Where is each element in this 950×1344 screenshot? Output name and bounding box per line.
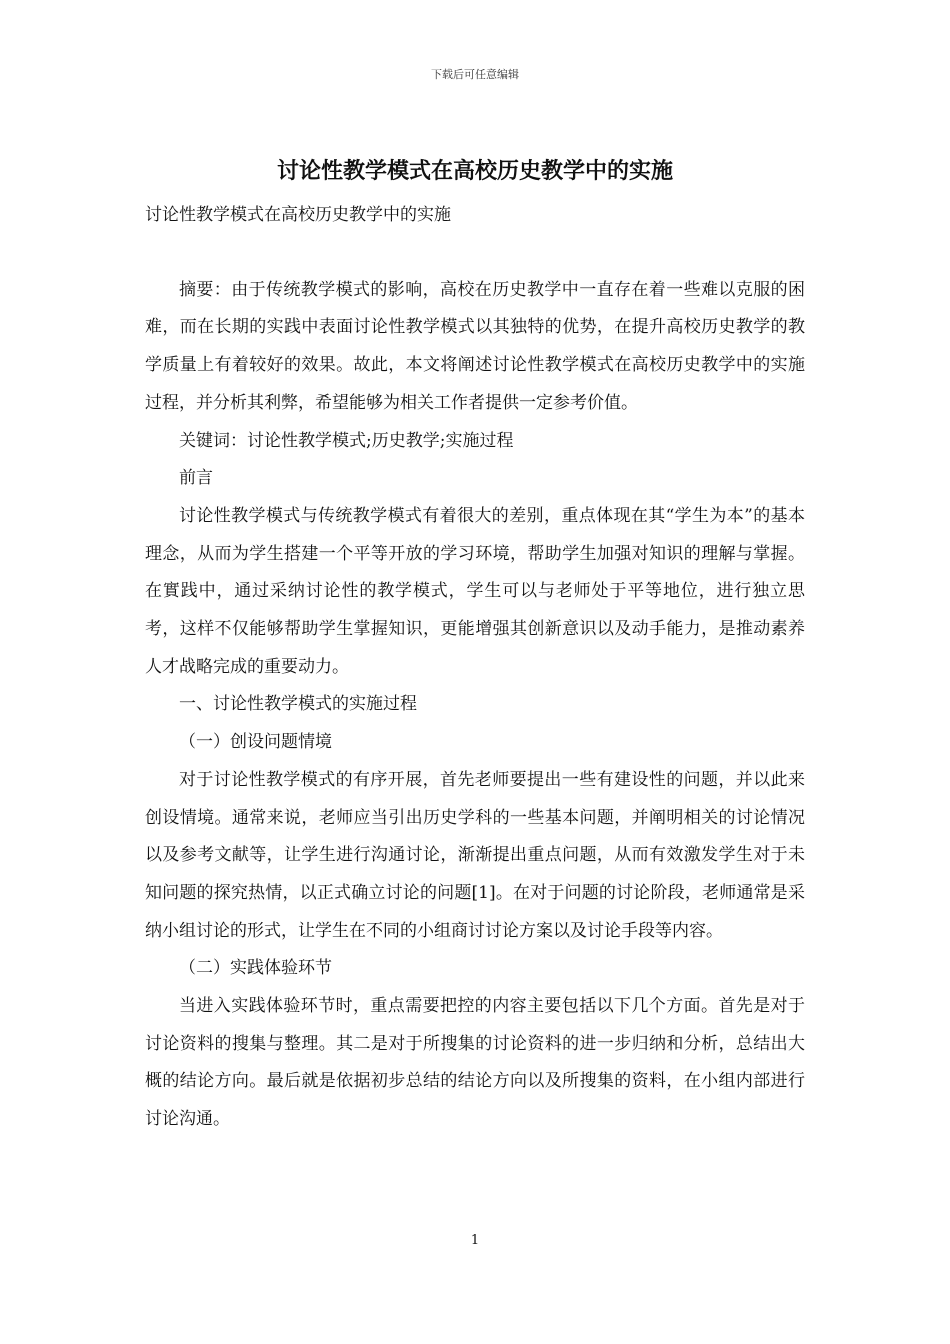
subsection-heading-2: （二）实践体验环节 xyxy=(179,958,332,979)
page-header-note: 下载后可任意编辑 xyxy=(431,68,519,81)
page-number: 1 xyxy=(470,1233,480,1248)
document-title: 讨论性教学模式在高校历史教学中的实施 xyxy=(276,159,673,184)
section-heading-1: 一、讨论性教学模式的实施过程 xyxy=(179,694,417,715)
preface-heading: 前言 xyxy=(179,468,213,489)
preface-paragraph: 讨论性教学模式与传统教学模式有着很大的差别，重点体现在其“学生为本”的基本理念，从而为学生搭建一个平等开放的学习环境，帮助学生加强对知识的理解与掌握。在實践中，通过采纳讨论性的教学模式，学生可以与老师处于平等地位，进行独立思考，这样不仅能够帮助学生掌握知识，更能增强其创新意识以及动手能力，是推动素养人才战略完成的重要动力。 xyxy=(145,505,805,677)
subsection-paragraph-1: 对于讨论性教学模式的有序开展，首先老师要提出一些有建设性的问题，并以此来创设情境。通常来说，老师应当引出历史学科的一些基本问题，并阐明相关的讨论情况以及参考文献等，让学生进行沟通讨论，渐渐提出重点问题，从而有效激发学生对于未知问题的探究热情，以正式确立讨论的问题[1]。在对于问题的讨论阶段，老师通常是采纳小组讨论的形式，让学生在不同的小组商讨讨论方案以及讨论手段等内容。 xyxy=(145,769,805,941)
document-body xyxy=(145,197,805,1139)
subsection-heading-1: （一）创设问题情境 xyxy=(179,732,332,753)
keywords-line: 关键词：讨论性教学模式;历史教学;实施过程 xyxy=(179,430,514,451)
document-subtitle: 讨论性教学模式在高校历史教学中的实施 xyxy=(145,205,451,225)
abstract-paragraph: 摘要：由于传统教学模式的影响，高校在历史教学中一直存在着一些难以克服的困难，而在长期的实践中表面讨论性教学模式以其独特的优势，在提升高校历史教学的教学质量上有着较好的效果。故此，本文将阐述讨论性教学模式在高校历史教学中的实施过程，并分析其利弊，希望能够为相关工作者提供一定参考价值。 xyxy=(145,279,805,413)
subsection-paragraph-2: 当进入实践体验环节时，重点需要把控的内容主要包括以下几个方面。首先是对于讨论资料的搜集与整理。其二是对于所搜集的讨论资料的进一步归纳和分析，总结出大概的结论方向。最后就是依据初步总结的结论方向以及所搜集的资料，在小组内部进行讨论沟通。 xyxy=(145,996,805,1130)
